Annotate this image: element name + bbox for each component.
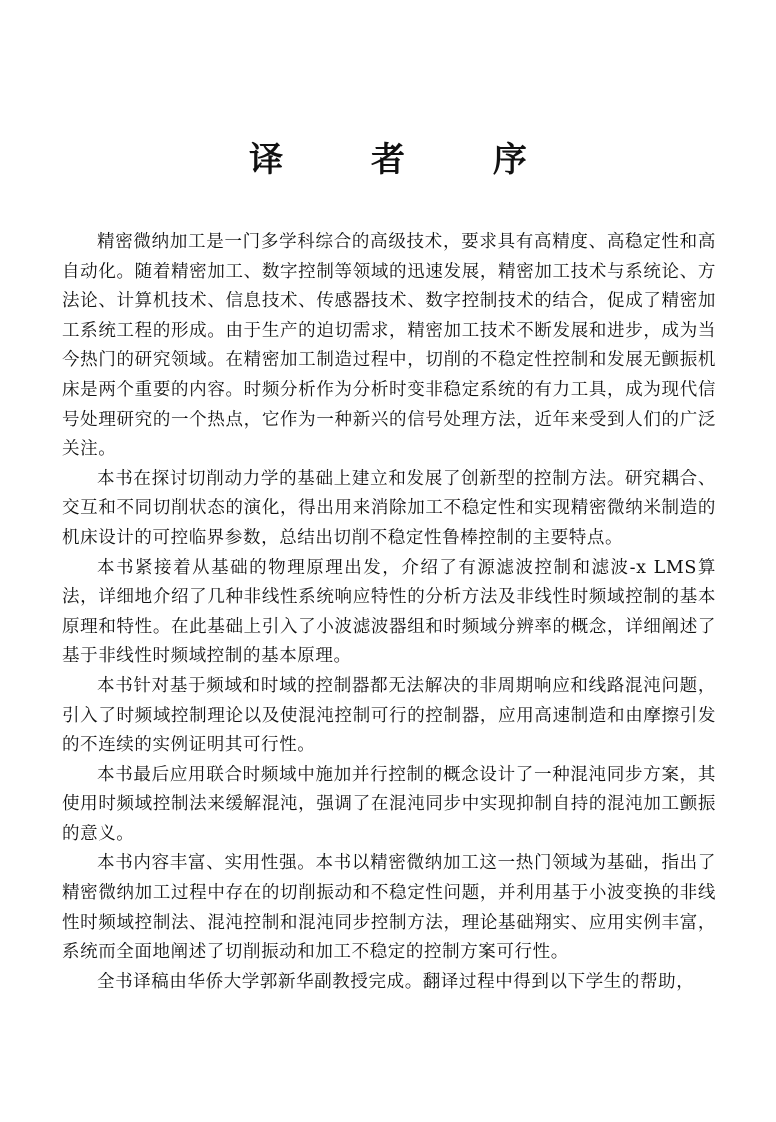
paragraph-4: 本书针对基于频域和时域的控制器都无法解决的非周期响应和线路混沌问题，引入了时频域控制理论以及使混沌控制可行的控制器，应用高速制造和由摩擦引发的不连续的实例证明其可行性。 — [62, 675, 716, 756]
page-title: 译 者 序 — [249, 140, 565, 180]
paragraph-6: 本书内容丰富、实用性强。本书以精密微纳加工这一热门领域为基础，指出了精密微纳加工过程中存在的切削振动和不稳定性问题，并利用基于小波变换的非线性时频域控制法、混沌控制和混沌同步控制方法，理论基础翔实、应用实例丰富，系统而全面地阐述了切削振动和加工不稳定的控制方案可行性。 — [62, 853, 716, 963]
preface-body — [62, 228, 716, 997]
paragraph-3: 本书紧接着从基础的物理原理出发，介绍了有源滤波控制和滤波-x LMS算法，详细地介绍了几种非线性系统响应特性的分析方法及非线性时频域控制的基本原理和特性。在此基础上引入了小波滤波器组和时频域分辨率的概念，详细阐述了基于非线性时频域控制的基本原理。 — [62, 557, 716, 667]
paragraph-7: 全书译稿由华侨大学郭新华副教授完成。翻译过程中得到以下学生的帮助， — [97, 971, 695, 992]
paragraph-5: 本书最后应用联合时频域中施加并行控制的概念设计了一种混沌同步方案，其使用时频域控制法来缓解混沌，强调了在混沌同步中实现抑制自持的混沌加工颤振的意义。 — [62, 764, 716, 844]
paragraph-1: 精密微纳加工是一门多学科综合的高级技术，要求具有高精度、高稳定性和高自动化。随着精密加工、数字控制等领域的迅速发展，精密加工技术与系统论、方法论、计算机技术、信息技术、传感器技术、数字控制技术的结合，促成了精密加工系统工程的形成。由于生产的迫切需求，精密加工技术不断发展和进步，成为当今热门的研究领域。在精密加工制造过程中，切削的不稳定性控制和发展无颤振机床是两个重要的内容。时频分析作为分析时变非稳定系统的有力工具，成为现代信号处理研究的一个热点，它作为一种新兴的信号处理方法，近年来受到人们的广泛关注。 — [62, 232, 716, 460]
paragraph-2: 本书在探讨切削动力学的基础上建立和发展了创新型的控制方法。研究耦合、交互和不同切削状态的演化，得出用来消除加工不稳定性和实现精密微纳米制造的机床设计的可控临界参数，总结出切削不稳定性鲁棒控制的主要特点。 — [62, 468, 716, 548]
